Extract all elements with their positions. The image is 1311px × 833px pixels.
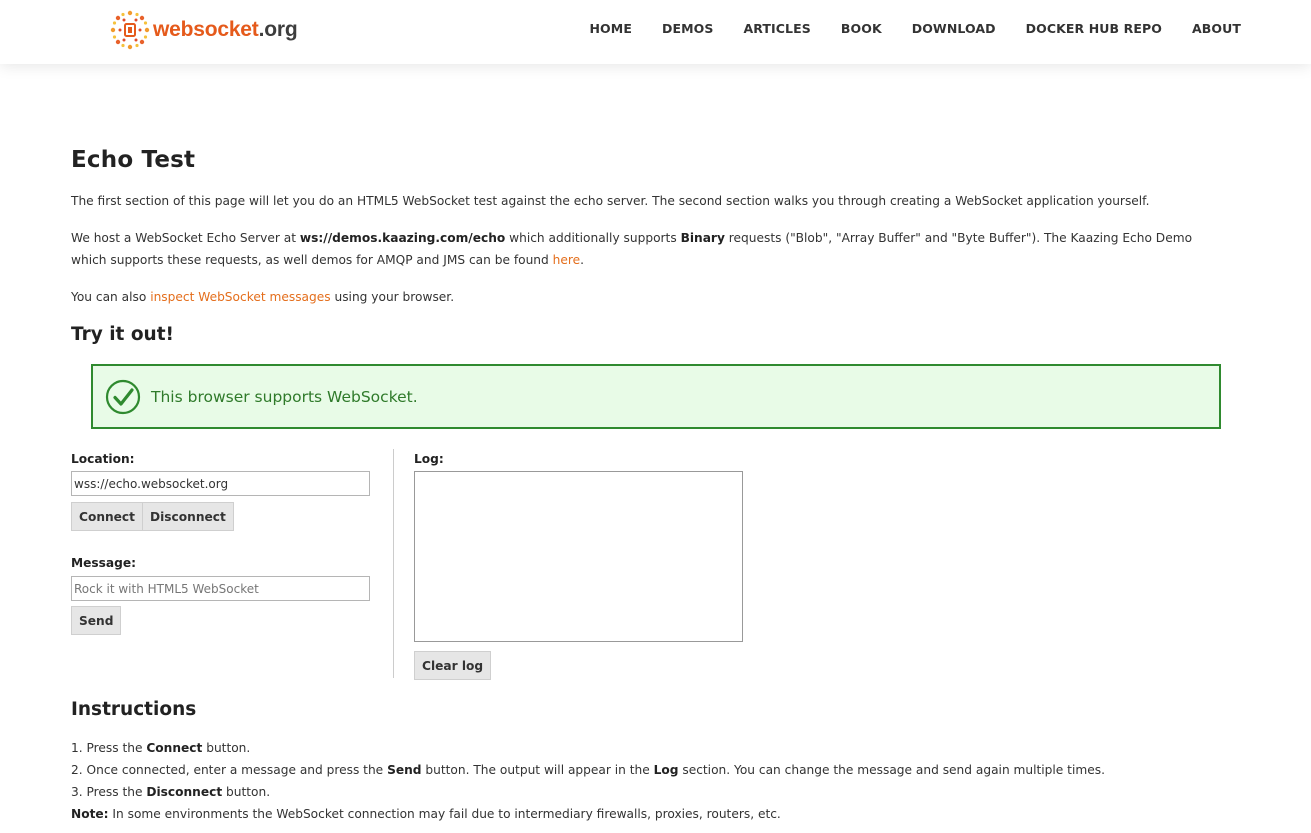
location-input[interactable]	[71, 471, 370, 496]
websocket-logo-icon	[110, 10, 150, 50]
instructions-heading: Instructions	[71, 699, 197, 720]
note-label: Note:	[71, 807, 109, 821]
clear-log-button[interactable]: Clear log	[414, 651, 491, 680]
step1-connect-bold: Connect	[146, 741, 203, 755]
step2-text-c: button. The output will appear in the	[421, 763, 654, 777]
inspect-text-1: You can also	[71, 290, 151, 304]
connect-button[interactable]: Connect	[71, 502, 143, 531]
step1-text-c: button.	[202, 741, 251, 755]
host-text-1: We host a WebSocket Echo Server at	[71, 231, 300, 245]
binary-text: Binary	[680, 231, 725, 245]
location-label: Location:	[71, 452, 135, 466]
host-text-4: .	[580, 253, 584, 267]
instructions-list	[71, 737, 1105, 825]
inspect-messages-link[interactable]: inspect WebSocket messages	[150, 290, 331, 304]
check-circle-icon	[105, 379, 141, 415]
nav-download[interactable]: DOWNLOAD	[911, 21, 996, 36]
host-text-2: which additionally supports	[505, 231, 681, 245]
step3-text-a: 3. Press the	[71, 785, 147, 799]
instruction-note	[71, 803, 1105, 825]
nav-book[interactable]: BOOK	[840, 21, 882, 36]
echo-server-paragraph	[71, 227, 1221, 271]
disconnect-button[interactable]: Disconnect	[142, 502, 234, 531]
site-logo[interactable]	[110, 10, 297, 50]
step2-text-a: 2. Once connected, enter a message and press the	[71, 763, 388, 777]
main-nav	[560, 0, 1242, 57]
log-textarea[interactable]	[414, 471, 743, 642]
inspect-paragraph	[71, 286, 1221, 308]
intro-paragraph: The first section of this page will let you do an HTML5 WebSocket test against the echo server. The second section walks you through creating a WebSocket application yourself.	[71, 194, 1150, 208]
logo-text-org: .org	[258, 18, 298, 41]
logo-text-websocket: websocket	[153, 18, 259, 41]
column-divider	[393, 449, 394, 678]
here-link[interactable]: here	[552, 253, 581, 267]
nav-articles[interactable]: ARTICLES	[743, 21, 811, 36]
step1-text-a: 1. Press the	[71, 741, 147, 755]
nav-docker-hub-repo[interactable]: DOCKER HUB REPO	[1025, 21, 1162, 36]
send-button[interactable]: Send	[71, 606, 121, 635]
support-message: This browser supports WebSocket.	[151, 387, 418, 406]
step3-disconnect-bold: Disconnect	[146, 785, 223, 799]
inspect-text-2: using your browser.	[330, 290, 455, 304]
nav-demos[interactable]: DEMOS	[661, 21, 714, 36]
instruction-step-3	[71, 781, 1105, 803]
try-it-out-heading: Try it out!	[71, 324, 174, 345]
echo-server-url: ws://demos.kaazing.com/echo	[299, 231, 506, 245]
step2-log-bold: Log	[653, 763, 679, 777]
nav-home[interactable]: HOME	[589, 21, 632, 36]
step3-text-c: button.	[222, 785, 271, 799]
message-label: Message:	[71, 556, 136, 570]
log-label: Log:	[414, 452, 444, 466]
message-input[interactable]	[71, 576, 370, 601]
step2-send-bold: Send	[387, 763, 422, 777]
main-content	[71, 140, 1221, 406]
note-text: In some environments the WebSocket connection may fail due to intermediary firewalls, proxies, routers, etc.	[108, 807, 781, 821]
nav-about[interactable]: ABOUT	[1191, 21, 1241, 36]
host-text-3: requests ("Blob", "Array Buffer" and "Byte Buffer"). The Kaazing Echo Demo which supports these requests, as well demos for AMQP and JMS can be found	[71, 231, 1193, 267]
websocket-support-banner	[91, 364, 1221, 429]
step2-text-e: section. You can change the message and send again multiple times.	[678, 763, 1105, 777]
instruction-step-2	[71, 759, 1105, 781]
page-title: Echo Test	[71, 147, 196, 173]
instruction-step-1	[71, 737, 1105, 759]
site-header	[0, 0, 1311, 64]
